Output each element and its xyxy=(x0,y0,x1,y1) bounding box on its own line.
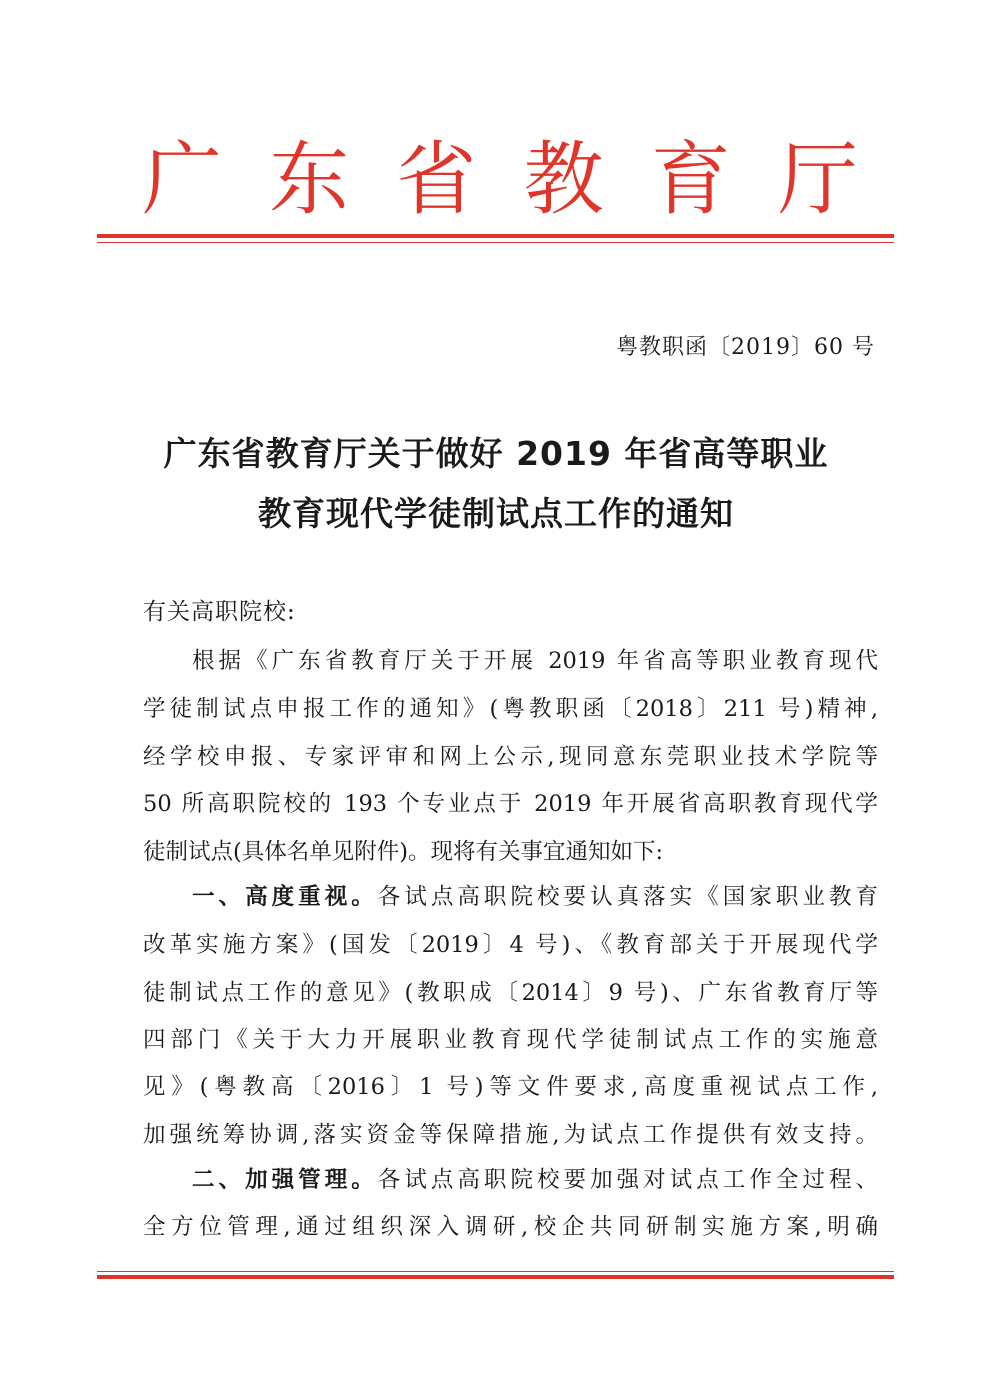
paragraph-line: 见》(粤教高〔2016〕1 号)等文件要求,高度重视试点工作, xyxy=(143,1074,878,1100)
paragraph-line: 改革实施方案》(国发〔2019〕4 号)、《教育部关于开展现代学 xyxy=(143,932,878,958)
header-char: 厅 xyxy=(777,133,858,226)
paragraph-line: 全方位管理,通过组织深入调研,校企共同研制实施方案,明确 xyxy=(143,1214,878,1240)
header-char: 东 xyxy=(269,133,350,226)
paragraph-line: 经学校申报、专家评审和网上公示,现同意东莞职业技术学院等 xyxy=(143,744,878,770)
salutation: 有关高职院校: xyxy=(143,599,296,625)
section-2-first-line xyxy=(192,1165,878,1195)
footer-rule-thick xyxy=(97,1275,894,1279)
section-2-text: 各试点高职院校要加强对试点工作全过程、 xyxy=(377,1167,878,1193)
header-char: 省 xyxy=(396,133,477,226)
paragraph-line: 根据《广东省教育厅关于开展 2019 年省高等职业教育现代 xyxy=(192,648,878,674)
paragraph-line: 四部门《关于大力开展职业教育现代学徒制试点工作的实施意 xyxy=(143,1027,878,1053)
header-rule-thin xyxy=(97,242,894,243)
paragraph-line: 徒制试点(具体名单见附件)。现将有关事宜通知如下: xyxy=(143,839,664,865)
section-1-first-line xyxy=(192,882,878,912)
section-1-heading: 一、高度重视。 xyxy=(192,884,378,910)
paragraph-line: 学徒制试点申报工作的通知》(粤教职函〔2018〕211 号)精神, xyxy=(143,696,878,722)
section-2-heading: 二、加强管理。 xyxy=(192,1167,378,1193)
document-number: 粤教职函〔2019〕60 号 xyxy=(616,335,875,360)
header-char: 广 xyxy=(142,133,222,226)
issuing-authority-header xyxy=(140,133,860,226)
section-1-text: 各试点高职院校要认真落实《国家职业教育 xyxy=(377,884,878,910)
document-title-line-2: 教育现代学徒制试点工作的通知 xyxy=(258,494,734,533)
paragraph-line: 徒制试点工作的意见》(教职成〔2014〕9 号)、广东省教育厅等 xyxy=(143,980,878,1006)
header-char: 育 xyxy=(650,133,731,226)
footer-rule-thin xyxy=(97,1271,894,1272)
document-title-line-1: 广东省教育厅关于做好 2019 年省高等职业 xyxy=(163,434,829,473)
paragraph-line: 50 所高职院校的 193 个专业点于 2019 年开展省高职教育现代学 xyxy=(143,791,878,817)
header-rule-thick xyxy=(97,234,894,238)
header-char: 教 xyxy=(523,133,604,226)
paragraph-line: 加强统筹协调,落实资金等保障措施,为试点工作提供有效支持。 xyxy=(143,1122,878,1148)
